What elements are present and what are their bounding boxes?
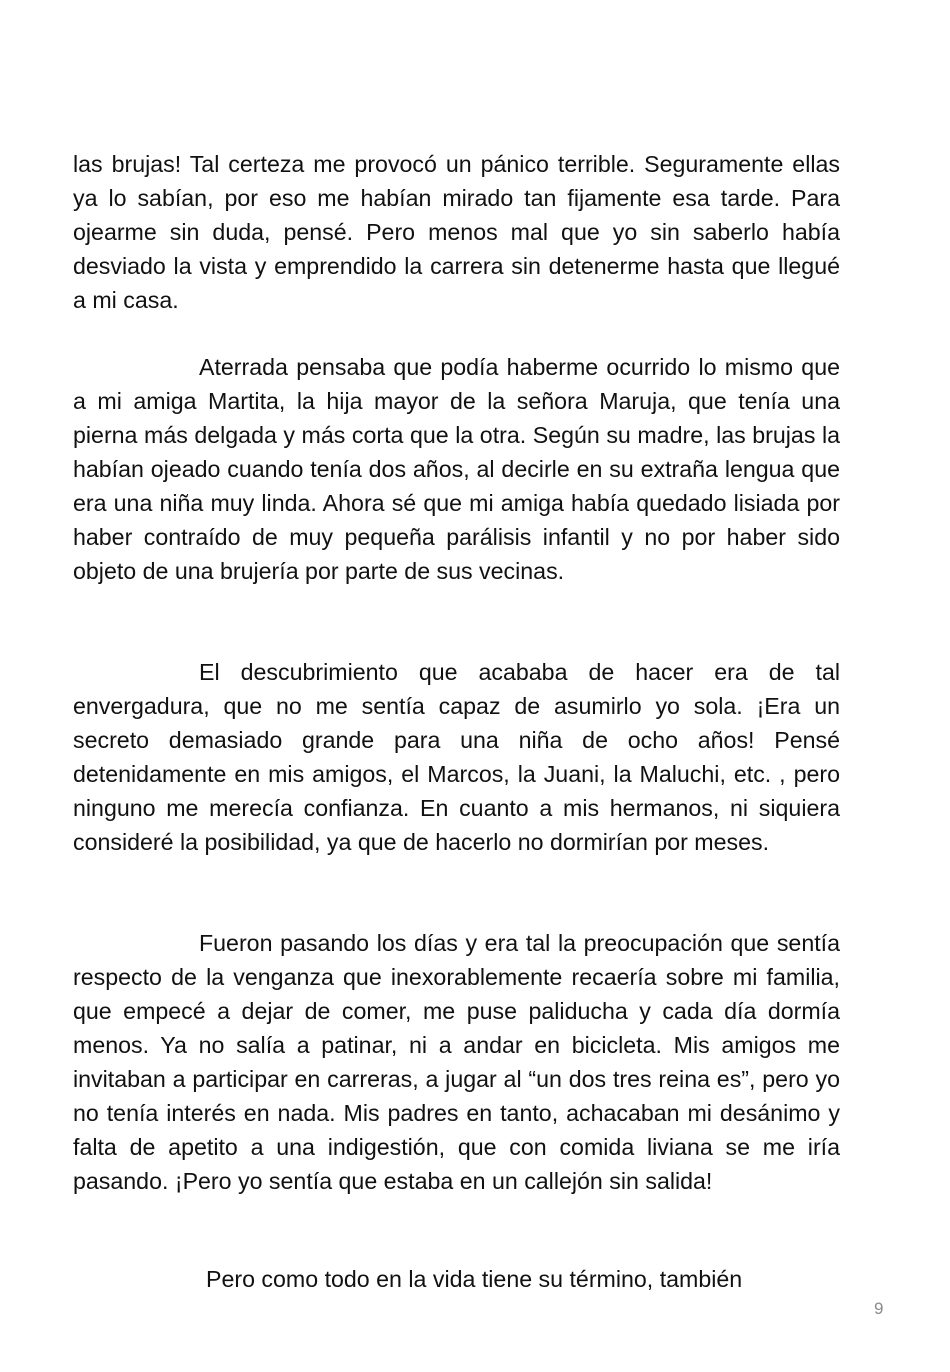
paragraph-2 xyxy=(73,350,840,588)
paragraph-3 xyxy=(73,655,840,859)
paragraph-5: Pero como todo en la vida tiene su término, también xyxy=(206,1266,743,1292)
page-number: 9 xyxy=(874,1299,884,1318)
paragraph-text: las brujas! Tal certeza me provocó un pánico terrible. Seguramente ellas ya lo sabían, por eso me habían mirado tan fijamente esa tarde. Para ojearme sin duda, pensé. Pero menos mal que yo sin saberlo había desviado la vista y emprendido la carrera sin detenerme hasta que llegué a mi casa. xyxy=(73,151,840,313)
paragraph-1 xyxy=(73,147,840,317)
paragraph-text: El descubrimiento que acababa de hacer era de tal envergadura, que no me sentía capaz de asumirlo yo sola. ¡Era un secreto demasiado grande para una niña de ocho años! Pensé detenidamente en mis amigos, el Marcos, la Juani, la Maluchi, etc. , pero ninguno me merecía confianza. En cuanto a mis hermanos, ni siquiera consideré la posibilidad, ya que de hacerlo no dormirían por meses. xyxy=(73,659,840,855)
paragraph-4 xyxy=(73,926,840,1198)
paragraph-text: Fueron pasando los días y era tal la preocupación que sentía respecto de la venganza que inexorablemente recaería sobre mi familia, que empecé a dejar de comer, me puse paliducha y cada día dormía menos. Ya no salía a patinar, ni a andar en bicicleta. Mis amigos me invitaban a participar en carreras, a jugar al “un dos tres reina es”, pero yo no tenía interés en nada. Mis padres en tanto, achacaban mi desánimo y falta de apetito a una indigestión, que con comida liviana se me iría pasando. ¡Pero yo sentía que estaba en un callejón sin salida! xyxy=(73,930,840,1194)
paragraph-text: Aterrada pensaba que podía haberme ocurrido lo mismo que a mi amiga Martita, la hija mayor de la señora Maruja, que tenía una pierna más delgada y más corta que la otra. Según su madre, las brujas la habían ojeado cuando tenía dos años, al decirle en su extraña lengua que era una niña muy linda. Ahora sé que mi amiga había quedado lisiada por haber contraído de muy pequeña parálisis infantil y no por haber sido objeto de una brujería por parte de sus vecinas. xyxy=(73,354,840,584)
